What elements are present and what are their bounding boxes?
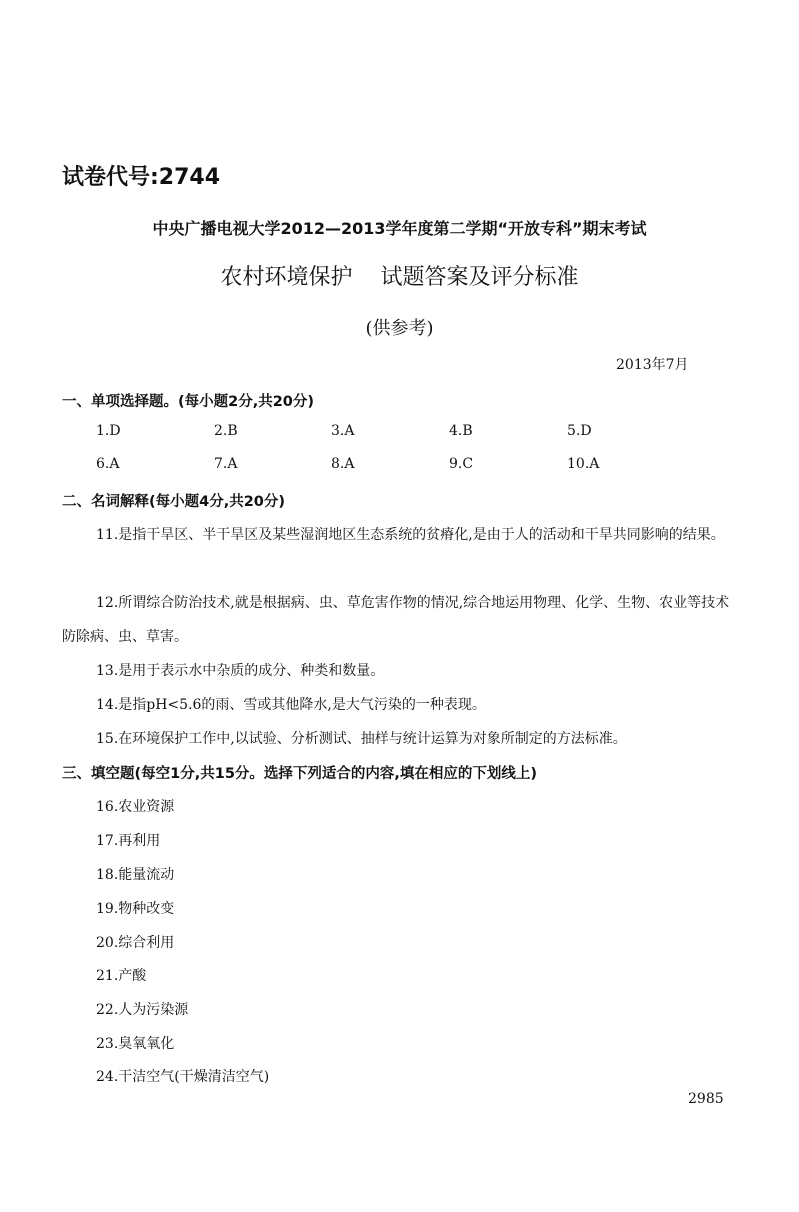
exam-title: 中央广播电视大学2012—2013学年度第二学期“开放专科”期末考试 (152, 219, 647, 238)
reference-note: (供参考) (365, 318, 434, 339)
answer-18: 18.能量流动 (96, 867, 175, 883)
answer-17: 17.再利用 (96, 833, 161, 849)
answer-10: 10.A (567, 456, 600, 472)
document-title (0, 260, 799, 291)
answer-22: 22.人为污染源 (96, 1002, 189, 1018)
paper-code: 试卷代号:2744 (62, 165, 221, 190)
answer-12: 12.所谓综合防治技术,就是根据病、虫、草危害作物的情况,综合地运用物理、化学、生物、农业等技术防除病、虫、草害。 (62, 595, 730, 645)
answer-11: 11.是指干旱区、半干旱区及某些湿润地区生态系统的贫瘠化,是由于人的活动和干旱共同影响的结果。 (96, 527, 725, 543)
answer-16: 16.农业资源 (96, 799, 175, 815)
answer-19: 19.物种改变 (96, 901, 175, 917)
document-type: 试题答案及评分标准 (380, 265, 579, 290)
answer-1: 1.D (96, 423, 121, 439)
section-heading-choice: 一、单项选择题。(每小题2分,共20分) (62, 394, 315, 410)
answer-21: 21.产酸 (96, 968, 147, 984)
answer-15: 15.在环境保护工作中,以试验、分析测试、抽样与统计运算为对象所制定的方法标准。 (96, 731, 627, 747)
page-number: 2985 (688, 1091, 724, 1107)
answer-20: 20.综合利用 (96, 935, 175, 951)
section-heading-terms: 二、名词解释(每小题4分,共20分) (62, 494, 286, 510)
answer-5: 5.D (567, 423, 592, 439)
answer-9: 9.C (449, 456, 474, 472)
answer-24: 24.干洁空气(干燥清洁空气) (96, 1069, 270, 1085)
answer-6: 6.A (96, 456, 120, 472)
answer-3: 3.A (331, 423, 355, 439)
answer-13: 13.是用于表示水中杂质的成分、种类和数量。 (96, 663, 385, 679)
answer-14: 14.是指pH<5.6的雨、雪或其他降水,是大气污染的一种表现。 (96, 697, 486, 713)
answer-2: 2.B (214, 423, 238, 439)
answer-7: 7.A (214, 456, 238, 472)
answer-23: 23.臭氧氧化 (96, 1036, 175, 1052)
answer-8: 8.A (331, 456, 355, 472)
course-name: 农村环境保护 (220, 265, 353, 290)
answer-4: 4.B (449, 423, 473, 439)
exam-date: 2013年7月 (616, 357, 689, 373)
section-heading-fill: 三、填空题(每空1分,共15分。选择下列适合的内容,填在相应的下划线上) (62, 766, 538, 782)
